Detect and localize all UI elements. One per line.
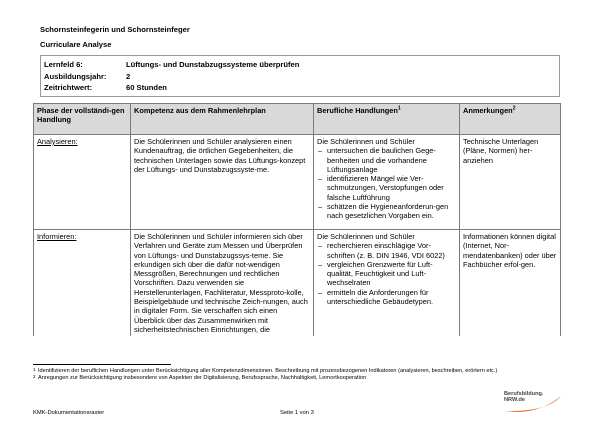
list-item: – untersuchen die baulichen Gege-benheiten und die vorhandene Lüftungsanlage <box>317 146 456 174</box>
footnote-1: 1 Identifizieren der beruflichen Handlungen unter Berücksichtigung aller Kompetenzdimensionen. Beschreibung mit prozessbezogenen Indikatoren (analysieren, beschreiben, erörtern etc.) <box>33 367 498 374</box>
phase-cell <box>34 135 131 230</box>
header-handlungen <box>314 104 460 135</box>
kompetenz-cell: Die Schülerinnen und Schüler analysieren einen Kundenauftrag, die örtlichen Gegebenheiten, die technischen Unterlagen sowie das Lüftungs-konzept der Lüftungs- und Dunstabzugssyste-me. <box>131 135 314 230</box>
handlungen-intro: Die Schülerinnen und Schüler <box>317 232 415 241</box>
info-row-lernfeld <box>44 59 556 71</box>
list-item: – recherchieren einschlägige Vor-schriften (z. B. DIN 1946, VDI 6022) <box>317 241 456 260</box>
list-item: – ermitteln die Anforderungen für unterschiedliche Gebäudetypen. <box>317 288 456 307</box>
info-value: 60 Stunden <box>126 83 167 92</box>
info-label: Ausbildungsjahr: <box>44 71 107 81</box>
info-row-zeitrichtwert <box>44 82 556 94</box>
phase-label: Informieren: <box>37 232 77 241</box>
footnote-ref: 1 <box>397 105 401 112</box>
handlungen-cell <box>314 230 460 337</box>
page-number: Seite 1 von 3 <box>280 410 314 416</box>
header-kompetenz: Kompetenz aus dem Rahmenlehrplan <box>131 104 314 135</box>
anmerkungen-cell: Technische Unterlagen (Pläne, Normen) her-anziehen <box>460 135 561 230</box>
document-title: Schornsteinfegerin und Schornsteinfeger <box>40 25 190 34</box>
lernfeld-info-box <box>40 55 560 97</box>
kompetenz-cell: Die Schülerinnen und Schüler informieren sich über Verfahren und Geräte zum Messen und Überprüfen von Lüftungs- und Dunstabzugssys-teme. Sie erkundigen sich über die dafür not-wendigen Messgrößen, Berechnungen und rechtlichen Vorschriften. Dazu verwenden sie Herstellerunterlagen, Fachliteratur, Messproto-kolle, Beispielgebäude und technische Zeich-nungen, auch in digitaler Form. Sie verschaffen sich einen Überblick über das Zusammenwirken mit sicherheitstechnischen Einrichtungen, die <box>131 230 314 337</box>
footer-label: KMK-Dokumentationsraster <box>33 410 105 416</box>
anmerkungen-cell: Informationen können digital (Internet, Nor-mendatenbanken) oder über Fachbücher erfol-gen. <box>460 230 561 337</box>
header-anmerkungen-label: Anmerkungen <box>463 106 513 115</box>
info-label: Zeitrichtwert: <box>44 83 93 92</box>
berufsbildung-nrw-logo <box>503 390 565 414</box>
header-anmerkungen <box>460 104 561 135</box>
list-item: – schätzen die Hygieneanforderun-gen nach gesetzlichen Vorgaben ein. <box>317 202 456 221</box>
table-row <box>34 135 561 230</box>
phase-cell <box>34 230 131 337</box>
handlungen-intro: Die Schülerinnen und Schüler <box>317 137 415 146</box>
table-header-row <box>34 104 561 135</box>
logo-line-2: NRW.de <box>504 397 526 403</box>
header-phase: Phase der vollständi-gen Handlung <box>34 104 131 135</box>
info-row-ausbildungsjahr <box>44 71 556 83</box>
footnote-text: Identifizieren der beruflichen Handlungen unter Berücksichtigung aller Kompetenzdimensionen. Beschreibung mit prozessbezogenen Indikatoren (analysieren, beschreiben, erörtern etc.) <box>38 368 498 374</box>
info-label: Lernfeld 6: <box>44 60 83 69</box>
footnote-2: 2 Anregungen zur Berücksichtigung insbesondere von Aspekten der Digitalisierung, Berufssprache, Nachhaltigkeit, Lernortkooperation <box>33 374 367 382</box>
list-item: – identifizieren Mängel wie Ver-schmutzungen, Verstopfungen oder falsche Luftführung <box>317 174 456 202</box>
phase-label: Analysieren: <box>37 137 78 146</box>
header-handlungen-label: Berufliche Handlungen <box>317 106 398 115</box>
handlungen-cell <box>314 135 460 230</box>
curriculum-table <box>33 103 561 336</box>
footnote-text: Anregungen zur Berücksichtigung insbesondere von Aspekten der Digitalisierung, Berufssprache, Nachhaltigkeit, Lernortkooperation <box>38 375 367 382</box>
table-row <box>34 230 561 337</box>
footnotes <box>33 368 553 382</box>
footnote-ref: 2 <box>512 105 516 112</box>
footnote-divider <box>33 364 171 365</box>
handlungen-list <box>317 146 456 220</box>
list-item: – vergleichen Grenzwerte für Luft-qualität, Feuchtigkeit und Luft-wechselraten <box>317 260 456 288</box>
logo-line-1: Berufsbildung. <box>504 391 544 397</box>
info-value: Lüftungs- und Dunstabzugssysteme überprüfen <box>126 60 300 69</box>
handlungen-list <box>317 241 456 306</box>
info-value: 2 <box>126 71 131 81</box>
document-subtitle: Curriculare Analyse <box>40 40 112 49</box>
